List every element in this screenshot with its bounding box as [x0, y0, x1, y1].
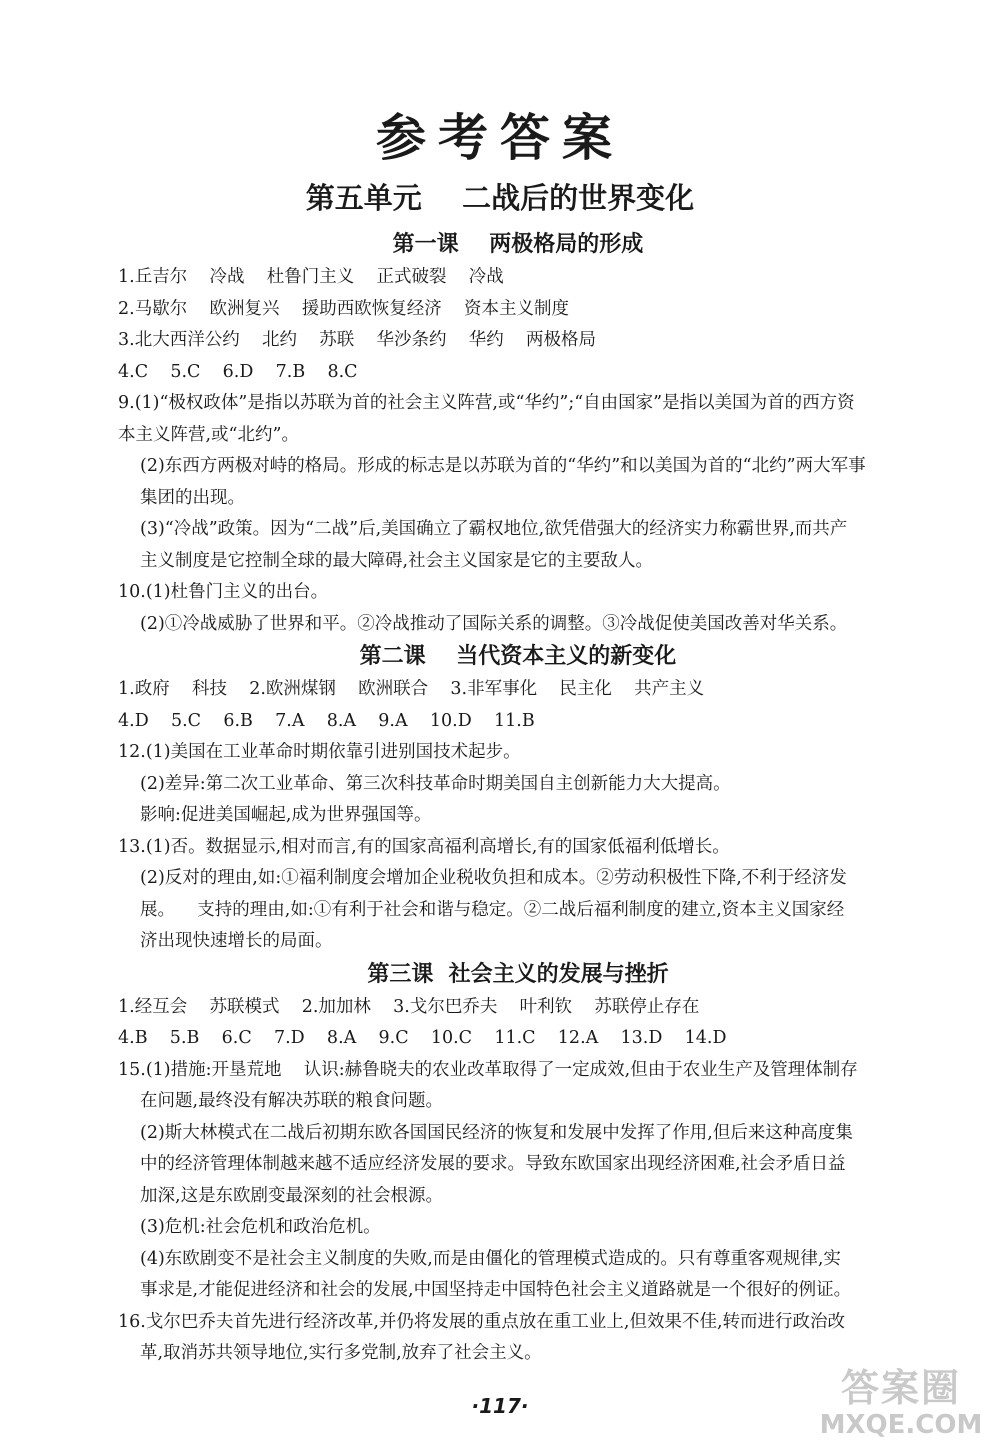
answer-line: 9.(1)“极权政体”是指以苏联为首的社会主义阵营,或“华约”;“自由国家”是指以美国为首的西方资 — [118, 393, 855, 413]
answer-line: 3.北大西洋公约 北约 苏联 华沙条约 华约 两极格局 — [118, 330, 596, 350]
answer-line: 影响:促进美国崛起,成为世界强国等。 — [140, 805, 432, 825]
answer-line: (2)①冷战威胁了世界和平。②冷战推动了国际关系的调整。③冷战促使美国改善对华关系。 — [140, 613, 848, 634]
answer-line: 4.C 5.C 6.D 7.B 8.C — [118, 361, 358, 382]
watermark-logo — [808, 1366, 994, 1444]
answer-line: (4)东欧剧变不是社会主义制度的失败,而是由僵化的管理模式造成的。只有尊重客观规律,实 — [140, 1248, 841, 1269]
answer-line: 2.马歇尔 欧洲复兴 援助西欧恢复经济 资本主义制度 — [118, 298, 569, 319]
answer-line: 4.B 5.B 6.C 7.D 8.A 9.C 10.C 11.C 12.A 13.D 14.D — [118, 1028, 727, 1048]
answer-line: 13.(1)否。数据显示,相对而言,有的国家高福利高增长,有的国家低福利低增长。 — [118, 836, 730, 857]
lesson-title: 第二课 当代资本主义的新变化 — [359, 644, 677, 669]
answer-line: 主义制度是它控制全球的最大障碍,社会主义国家是它的主要敌人。 — [140, 550, 654, 571]
answer-line: 1.丘吉尔 冷战 杜鲁门主义 正式破裂 冷战 — [118, 267, 504, 287]
answer-line: 4.D 5.C 6.B 7.A 8.A 9.A 10.D 11.B — [118, 710, 535, 731]
answer-line: 在问题,最终没有解决苏联的粮食问题。 — [140, 1091, 444, 1111]
watermark-text: 答案圈 — [840, 1366, 961, 1410]
answer-line: 12.(1)美国在工业革命时期依靠引进别国技术起步。 — [118, 742, 521, 762]
lesson-title: 第一课 两极格局的形成 — [392, 232, 644, 257]
answer-line: 革,取消苏共领导地位,实行多党制,放弃了社会主义。 — [140, 1343, 542, 1363]
page-title: 参考答案 — [376, 108, 624, 167]
answer-content — [118, 228, 918, 1370]
page-number: ·117· — [471, 1394, 529, 1418]
answer-line: (2)反对的理由,如:①福利制度会增加企业税收负担和成本。②劳动积极性下降,不利于经济发 — [140, 868, 847, 888]
answer-line: 16.戈尔巴乔夫首先进行经济改革,并仍将发展的重点放在重工业上,但效果不佳,转而进行政治改 — [118, 1311, 846, 1332]
answer-line: 事求是,才能促进经济和社会的发展,中国坚持走中国特色社会主义道路就是一个很好的例证。 — [140, 1280, 852, 1300]
lesson-2-section — [118, 640, 918, 958]
answer-line: 济出现快速增长的局面。 — [140, 931, 333, 951]
watermark-url: MXQE.COM — [819, 1410, 983, 1440]
answer-line: (2)斯大林模式在二战后初期东欧各国国民经济的恢复和发展中发挥了作用,但后来这种高度集 — [140, 1122, 853, 1143]
answer-line: 中的经济管理体制越来越不适应经济发展的要求。导致东欧国家出现经济困难,社会矛盾日益 — [140, 1154, 846, 1174]
answer-line: 15.(1)措施:开垦荒地 认识:赫鲁晓夫的农业改革取得了一定成效,但由于农业生产及管理体制存 — [118, 1059, 858, 1080]
answer-line: 本主义阵营,或“北约”。 — [118, 424, 299, 445]
unit-title: 第五单元 二战后的世界变化 — [305, 181, 695, 215]
answer-line: 1.政府 科技 2.欧洲煤钢 欧洲联合 3.非军事化 民主化 共产主义 — [118, 679, 705, 699]
answer-line: (2)差异:第二次工业革命、第三次科技革命时期美国自主创新能力大大提高。 — [140, 773, 731, 794]
lesson-1-section — [118, 228, 918, 640]
lesson-title: 第三课 社会主义的发展与挫折 — [367, 961, 669, 987]
answer-line: 集团的出现。 — [140, 487, 245, 508]
answer-line: 1.经互会 苏联模式 2.加加林 3.戈尔巴乔夫 叶利钦 苏联停止存在 — [118, 996, 700, 1017]
answer-line: (3)“冷战”政策。因为“二战”后,美国确立了霸权地位,欲凭借强大的经济实力称霸世界,而共产 — [140, 519, 848, 539]
answer-line: (3)危机:社会危机和政治危机。 — [140, 1217, 381, 1237]
answer-line: 10.(1)杜鲁门主义的出台。 — [118, 582, 329, 602]
answer-line: 加深,这是东欧剧变最深刻的社会根源。 — [140, 1185, 444, 1206]
answer-line: (2)东西方两极对峙的格局。形成的标志是以苏联为首的“华约”和以美国为首的“北约”两大军事 — [140, 456, 866, 476]
answer-line: 展。 支持的理由,如:①有利于社会和谐与稳定。②二战后福利制度的建立,资本主义国家经 — [140, 899, 845, 920]
lesson-3-section — [118, 958, 918, 1370]
